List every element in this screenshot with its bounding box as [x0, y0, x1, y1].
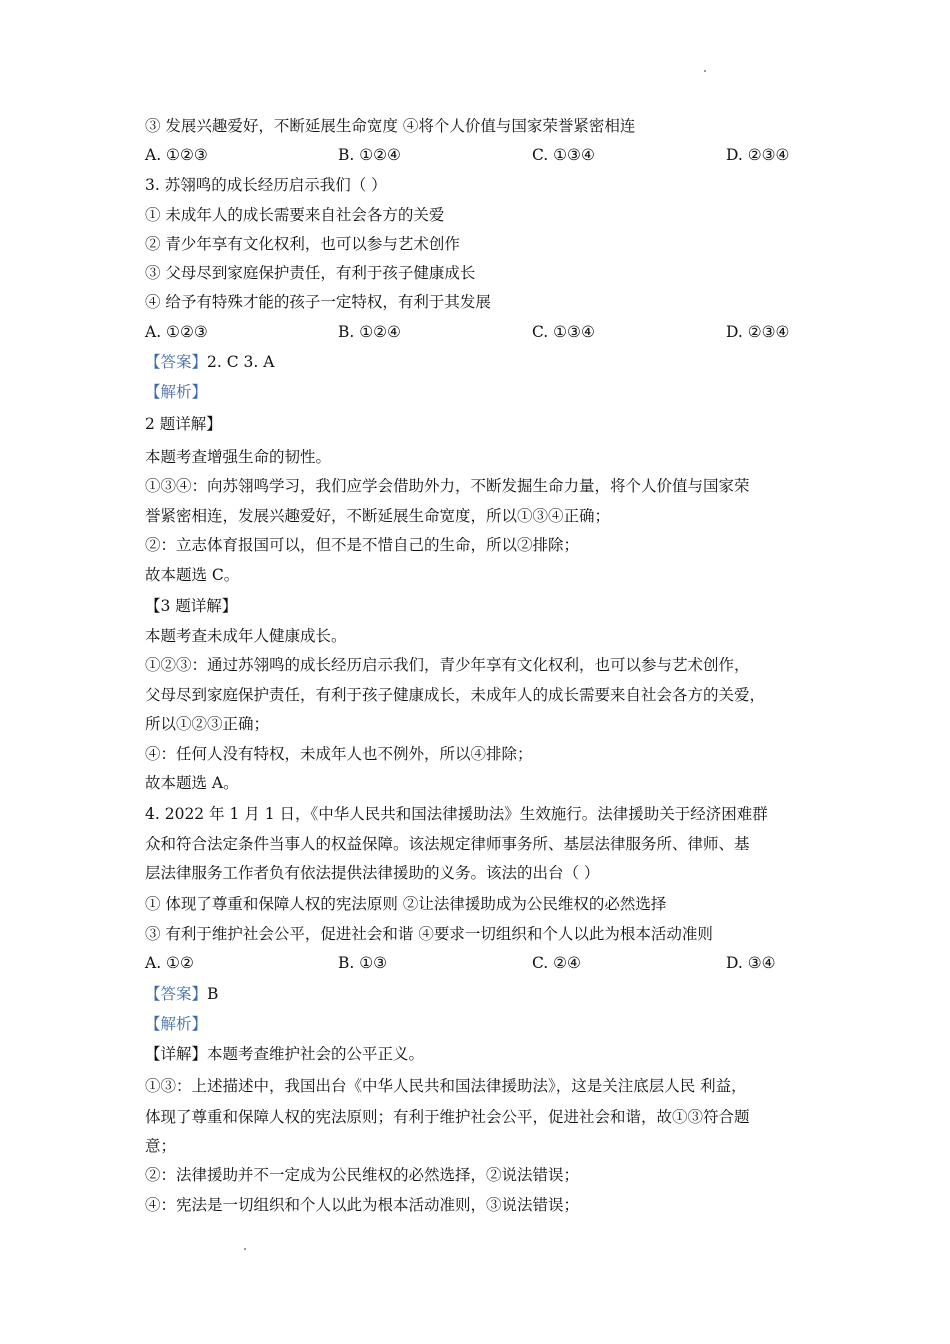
- detail-2-line: 本题考查增强生命的韧性。: [145, 448, 332, 466]
- detail-4-line: 意；: [145, 1137, 177, 1155]
- detail-3-line: ④：任何人没有特权，未成年人也不例外，所以④排除；: [145, 745, 533, 763]
- q2-option-c: C. ①③④: [532, 146, 595, 164]
- q4-option-c: C. ②④: [532, 954, 581, 972]
- detail-tag: 【详解】: [145, 1045, 208, 1063]
- q4-stem-line: 层法律服务工作者负有依法提供法律援助的义务。该法的出台（ ）: [145, 864, 600, 882]
- q4-option-b: B. ①③: [338, 954, 388, 972]
- q3-statement: ④ 给予有特殊才能的孩子一定特权，有利于其发展: [145, 293, 491, 311]
- q4-stem-line: 众和符合法定条件当事人的权益保障。该法规定律师事务所、基层法律服务所、律师、基: [145, 835, 750, 853]
- detail-4-heading: [145, 1044, 424, 1064]
- q3-option-a: A. ①②③: [145, 323, 208, 341]
- q3-statement: ② 青少年享有文化权利，也可以参与艺术创作: [145, 235, 460, 253]
- detail-2-line: ①③④：向苏翎鸣学习，我们应学会借助外力，不断发掘生命力量，将个人价值与国家荣: [145, 477, 750, 495]
- detail-2-line: 誉紧密相连，发展兴趣爱好，不断延展生命宽度，所以①③④正确；: [145, 507, 611, 525]
- q3-option-d: D. ②③④: [726, 323, 790, 341]
- detail-3-line: 所以①②③正确；: [145, 715, 270, 733]
- q3-option-c: C. ①③④: [532, 323, 595, 341]
- answer-text: 2. C 3. A: [207, 353, 275, 371]
- q3-option-b: B. ①②④: [338, 323, 401, 341]
- detail-2-line: ②：立志体育报国可以，但不是不惜自己的生命，所以②排除；: [145, 536, 580, 554]
- q4-statement: ① 体现了尊重和保障人权的宪法原则 ②让法律援助成为公民维权的必然选择: [145, 895, 667, 913]
- answer-text: B: [207, 985, 219, 1003]
- detail-4-line: ④：宪法是一切组织和个人以此为根本活动准则，③说法错误；: [145, 1196, 580, 1214]
- detail-3-line: 父母尽到家庭保护责任，有利于孩子健康成长，未成年人的成长需要来自社会各方的关爱，: [145, 686, 766, 704]
- scan-speck: [244, 1248, 246, 1250]
- scan-speck: [704, 70, 706, 72]
- answer-tag: 【答案】: [145, 985, 208, 1003]
- answer-tag: 【答案】: [145, 353, 208, 371]
- detail-4-intro: 本题考查维护社会的公平正义。: [207, 1045, 425, 1063]
- q3-statement: ① 未成年人的成长需要来自社会各方的关爱: [145, 206, 445, 224]
- q4-statement: ③ 有利于维护社会公平，促进社会和谐 ④要求一切组织和个人以此为根本活动准则: [145, 925, 713, 943]
- analysis-tag-1: 【解析】: [145, 383, 208, 401]
- answer-line-2: [145, 984, 218, 1004]
- detail-4-line: ②：法律援助并不一定成为公民维权的必然选择，②说法错误；: [145, 1166, 580, 1184]
- detail-3-heading: 【3 题详解】: [145, 597, 238, 615]
- q2-option-d: D. ②③④: [726, 146, 790, 164]
- q3-statement: ③ 父母尽到家庭保护责任，有利于孩子健康成长: [145, 264, 476, 282]
- q2-statement-3-4: ③ 发展兴趣爱好，不断延展生命宽度 ④将个人价值与国家荣誉紧密相连: [145, 117, 636, 135]
- q4-stem-line: 4. 2022 年 1 月 1 日，《中华人民共和国法律援助法》生效施行。法律援助关于经济困难群: [145, 805, 768, 823]
- q4-option-d: D. ③④: [726, 954, 776, 972]
- detail-4-line: 体现了尊重和保障人权的宪法原则；有利于维护社会公平，促进社会和谐，故①③符合题: [145, 1108, 750, 1126]
- analysis-tag-2: 【解析】: [145, 1015, 208, 1033]
- detail-2-heading: 2 题详解】: [145, 415, 222, 433]
- detail-3-line: 故本题选 A。: [145, 774, 239, 792]
- detail-2-line: 故本题选 C。: [145, 566, 240, 584]
- detail-3-line: ①②③：通过苏翎鸣的成长经历启示我们，青少年享有文化权利，也可以参与艺术创作，: [145, 656, 750, 674]
- answer-line-1: [145, 352, 274, 372]
- q2-option-a: A. ①②③: [145, 146, 208, 164]
- q3-stem: 3. 苏翎鸣的成长经历启示我们（ ）: [145, 176, 387, 194]
- q2-option-b: B. ①②④: [338, 146, 401, 164]
- q4-option-a: A. ①②: [145, 954, 194, 972]
- detail-3-line: 本题考查未成年人健康成长。: [145, 627, 347, 645]
- detail-4-line: ①③：上述描述中，我国出台《中华人民共和国法律援助法》，这是关注底层人民 利益，: [145, 1077, 747, 1095]
